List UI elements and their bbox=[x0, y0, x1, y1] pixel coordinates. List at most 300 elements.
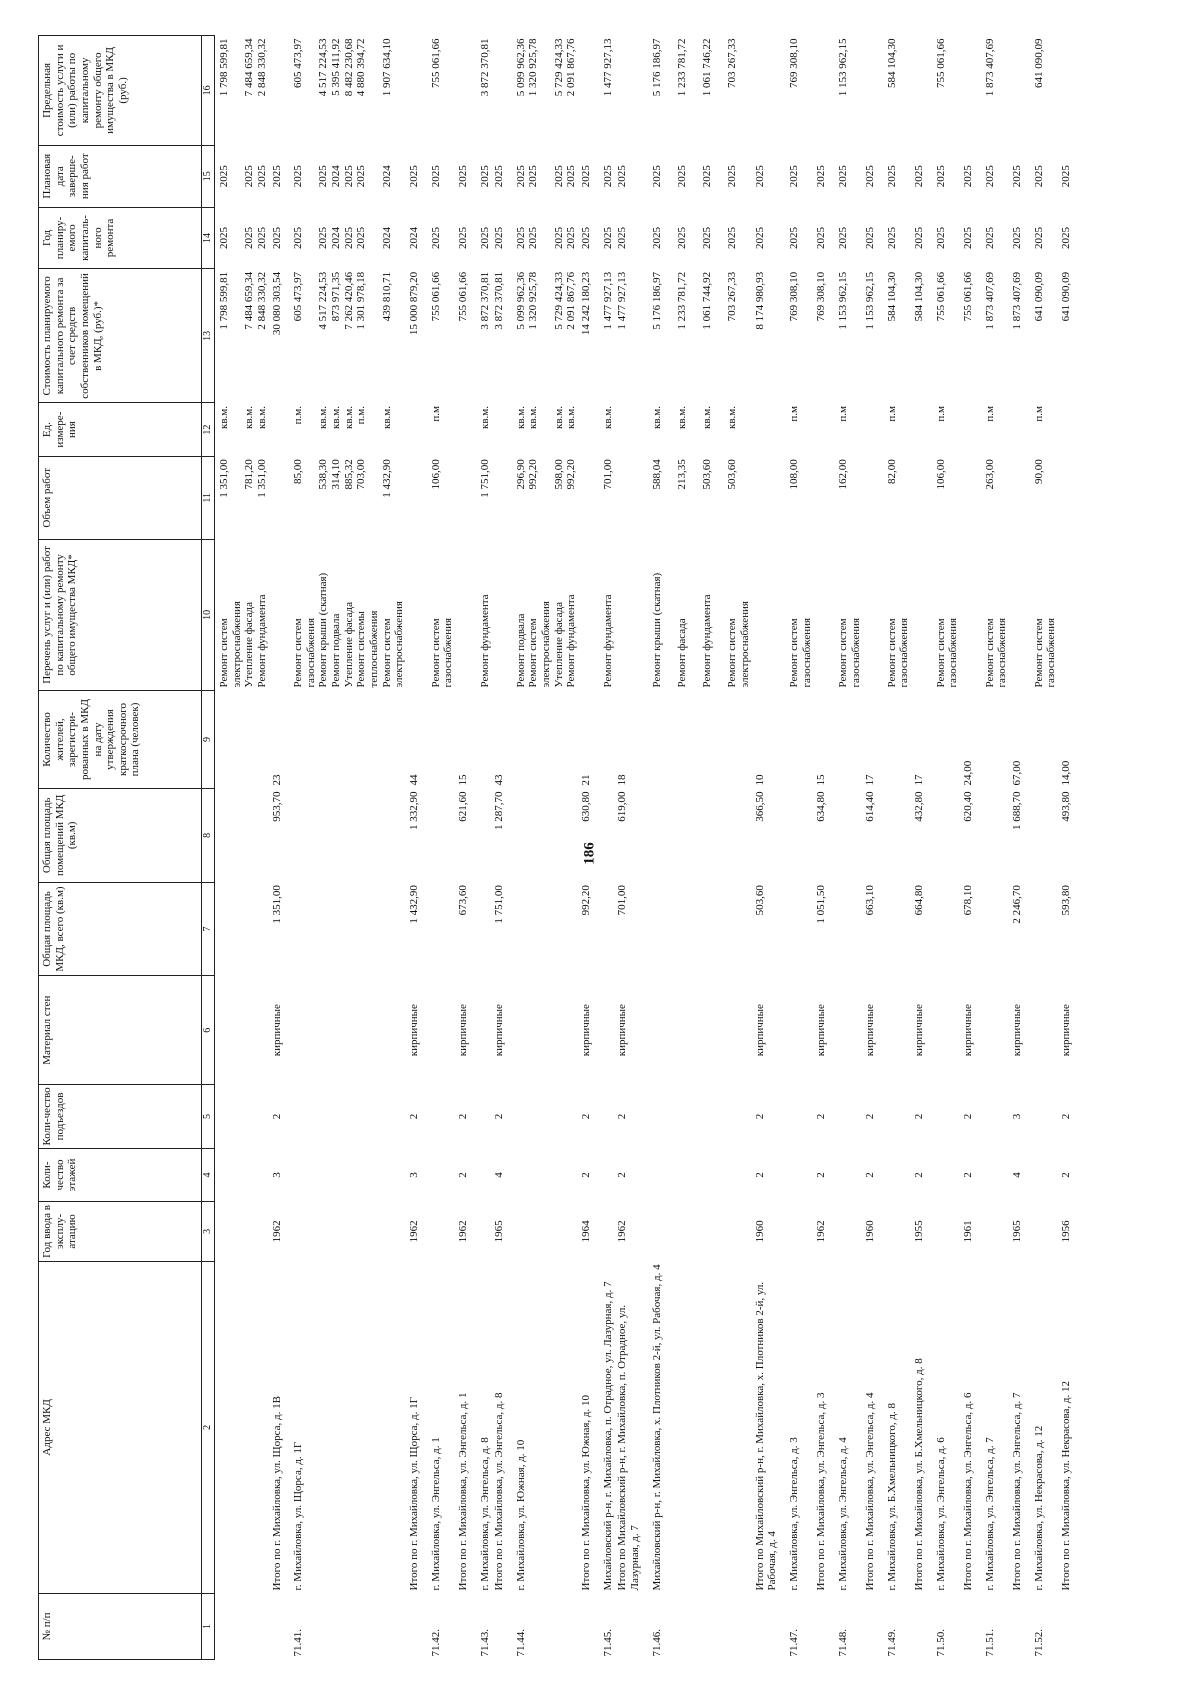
table-cell: 2025 bbox=[493, 226, 506, 249]
table-cell: 17 bbox=[913, 774, 926, 786]
table-cell: 2025 bbox=[787, 226, 800, 249]
table-cell bbox=[601, 1202, 616, 1262]
table-cell: 593,80 bbox=[1059, 885, 1072, 916]
table-cell bbox=[615, 403, 649, 456]
table-cell: 2025 bbox=[616, 226, 629, 249]
header-cell: Материал стен bbox=[39, 976, 202, 1085]
table-cell: 2025 bbox=[478, 165, 491, 188]
table-cell: Ремонт систем газоснабжения bbox=[1032, 617, 1058, 688]
table-cell bbox=[514, 882, 579, 976]
table-cell: 71.52. bbox=[1032, 1629, 1045, 1657]
table-cell bbox=[478, 788, 493, 882]
table-cell: Итого по Михайловский р-н, г. Михайловка, х. Плотников 2-й, ул. Рабочая, д. 4 bbox=[753, 1281, 779, 1591]
table-cell bbox=[1059, 36, 1081, 146]
table-cell: п.м bbox=[885, 406, 898, 422]
table-cell bbox=[961, 539, 983, 690]
table-cell bbox=[836, 1202, 863, 1262]
table-cell: 71.49. bbox=[885, 1629, 898, 1657]
table-cell: 2025 2025 2025 2025 bbox=[650, 226, 739, 249]
table-cell bbox=[270, 539, 292, 690]
table-cell: г. Михайловка, ул. Энгельса, д. 3 bbox=[787, 1437, 800, 1591]
table-cell: кв.м. кв.м. кв.м. кв.м. bbox=[514, 406, 578, 429]
table-cell bbox=[1059, 403, 1081, 456]
table-row bbox=[650, 36, 753, 1660]
table-cell bbox=[787, 1084, 814, 1148]
column-number: 16 bbox=[202, 36, 215, 146]
table-cell: кирпичные bbox=[1059, 1004, 1072, 1057]
table-cell: 1 873 407,69 bbox=[1010, 271, 1023, 330]
header-cell: Количество жителей, зарегистри-рованных в МКД на дату утверждения краткосрочного плана (человек) bbox=[39, 691, 202, 789]
table-cell: Ремонт систем газоснабжения bbox=[934, 617, 960, 688]
total-row bbox=[814, 36, 836, 1660]
table-cell bbox=[1032, 1084, 1059, 1148]
table-cell: 5 099 962,36 1 320 925,78 5 729 424,33 2 091 867,76 bbox=[514, 271, 578, 330]
header-cell: № п/п bbox=[39, 1593, 202, 1659]
rotated-page bbox=[38, 35, 1153, 1660]
table-cell: 2025 bbox=[836, 165, 849, 188]
table-cell bbox=[1010, 456, 1032, 539]
header-cell: Год ввода в эксплу-атацию bbox=[39, 1202, 202, 1262]
table-cell: 678,10 bbox=[962, 885, 975, 916]
table-cell bbox=[912, 539, 934, 690]
table-cell bbox=[579, 456, 601, 539]
table-cell bbox=[456, 539, 478, 690]
table-cell: Ремонт подвала Ремонт систем электроснабжения Утепление фасада Ремонт фундамента bbox=[514, 594, 578, 688]
table-cell bbox=[429, 1084, 456, 1148]
table-cell: 1964 bbox=[580, 1220, 593, 1243]
table-cell bbox=[407, 1593, 429, 1659]
table-cell: 641 090,09 bbox=[1032, 271, 1045, 322]
table-cell: 106,00 bbox=[934, 459, 947, 490]
table-cell: 755 061,66 bbox=[429, 271, 442, 322]
table-cell bbox=[1032, 1148, 1059, 1201]
table-cell bbox=[615, 36, 649, 146]
table-cell: кирпичные bbox=[407, 1004, 420, 1057]
table-cell: 2025 bbox=[864, 165, 877, 188]
table-cell bbox=[1032, 1202, 1059, 1262]
table-cell: 2025 bbox=[456, 226, 469, 249]
table-cell: 366,50 bbox=[753, 791, 766, 822]
table-cell: 24,00 bbox=[962, 760, 975, 786]
table-cell: кирпичные bbox=[456, 1004, 469, 1057]
table-cell: кв.м. bbox=[478, 406, 491, 429]
header-cell: Коли-чество этажей bbox=[39, 1148, 202, 1201]
table-cell: 2 bbox=[962, 1172, 975, 1178]
table-cell bbox=[836, 976, 863, 1085]
table-cell bbox=[983, 976, 1010, 1085]
total-row bbox=[456, 36, 478, 1660]
table-cell: 2025 bbox=[270, 165, 283, 188]
table-cell: 1962 bbox=[270, 1220, 283, 1243]
table-cell bbox=[934, 1084, 961, 1148]
table-cell bbox=[814, 456, 836, 539]
table-cell: 2 bbox=[1059, 1172, 1072, 1178]
table-cell: 503,60 bbox=[753, 885, 766, 916]
table-cell: 71.47. bbox=[787, 1629, 800, 1657]
table-cell: г. Михайловка, ул. Некрасова, д. 12 bbox=[1032, 1425, 1045, 1591]
table-cell: Итого по г. Михайловка, ул. Б.Хмельницкого, д. 8 bbox=[913, 1358, 926, 1591]
table-cell bbox=[492, 539, 514, 690]
table-cell: 1 051,50 bbox=[815, 885, 828, 924]
table-cell bbox=[1010, 403, 1032, 456]
table-cell bbox=[814, 539, 836, 690]
table-cell bbox=[650, 788, 753, 882]
table-cell: 2024 bbox=[407, 226, 420, 249]
table-cell bbox=[961, 456, 983, 539]
table-cell: 3 bbox=[1010, 1113, 1023, 1120]
table-cell bbox=[601, 882, 616, 976]
table-cell bbox=[753, 456, 787, 539]
header-cell: Адрес МКД bbox=[39, 1261, 202, 1593]
table-cell: 1 351,00 bbox=[270, 885, 283, 924]
table-cell: г. Михайловка, ул. Б.Хмельницкого, д. 8 bbox=[885, 1403, 898, 1591]
table-cell bbox=[650, 1202, 753, 1262]
table-cell: 5 099 962,36 1 320 925,78 5 729 424,33 2 091 867,76 bbox=[514, 38, 578, 97]
table-cell bbox=[1010, 1593, 1032, 1659]
table-cell: 2 bbox=[864, 1113, 877, 1120]
table-cell bbox=[863, 539, 885, 690]
table-cell: 2025 bbox=[601, 226, 614, 249]
table-cell: 2 bbox=[456, 1113, 469, 1120]
table-cell bbox=[961, 36, 983, 146]
table-cell: 3 872 370,81 bbox=[478, 271, 491, 330]
table-cell: 2025 bbox=[429, 226, 442, 249]
table-cell: 2025 bbox=[1059, 165, 1072, 188]
table-cell bbox=[579, 36, 601, 146]
table-cell: кирпичные bbox=[753, 1004, 766, 1057]
table-cell bbox=[514, 788, 579, 882]
table-cell: 1962 bbox=[456, 1220, 469, 1243]
table-cell bbox=[407, 539, 429, 690]
table-cell: 755 061,66 bbox=[456, 271, 469, 322]
table-row bbox=[291, 36, 407, 1660]
table-cell: 18 bbox=[616, 774, 629, 786]
table-cell: 1 798 599,81 7 484 659,34 2 848 330,32 bbox=[218, 271, 268, 330]
table-cell: кирпичные bbox=[864, 1004, 877, 1057]
header-cell: Коли-чество подъездов bbox=[39, 1084, 202, 1148]
table-cell: 2025 2025 2025 bbox=[218, 165, 268, 188]
table-cell: 2025 bbox=[815, 165, 828, 188]
table-cell bbox=[215, 976, 270, 1085]
table-cell: Михайловский р-н, г. Михайловка, х. Плотников 2-й, ул. Рабочая, д. 4 bbox=[650, 1264, 663, 1591]
table-cell: Ремонт систем газоснабжения Ремонт крыши (скатная) Ремонт подвала Утепление фасада Ремонт системы теплоснабжения Ремонт систем электроснабжения bbox=[292, 572, 406, 688]
table-cell: 2025 bbox=[1010, 226, 1023, 249]
table-cell bbox=[215, 1593, 270, 1659]
table-cell: 769 308,10 bbox=[815, 271, 828, 322]
table-cell bbox=[836, 1084, 863, 1148]
table-cell bbox=[1032, 691, 1059, 789]
table-cell bbox=[1059, 456, 1081, 539]
table-cell bbox=[456, 456, 478, 539]
table-cell: п.м bbox=[1032, 406, 1045, 422]
table-cell bbox=[912, 1593, 934, 1659]
table-cell: 1 477 927,13 bbox=[616, 271, 629, 330]
table-cell bbox=[983, 882, 1010, 976]
table-cell bbox=[291, 1202, 407, 1262]
total-row bbox=[270, 36, 292, 1660]
table-cell: 2025 bbox=[913, 165, 926, 188]
table-cell bbox=[885, 691, 912, 789]
table-cell bbox=[885, 882, 912, 976]
table-cell: 1 873 407,69 bbox=[983, 38, 996, 97]
table-cell bbox=[291, 1084, 407, 1148]
table-cell: 2025 bbox=[885, 226, 898, 249]
table-cell bbox=[863, 1593, 885, 1659]
header-cell: Ед. измере-ния bbox=[39, 403, 202, 456]
table-cell: 85,00 538,30 314,10 885,32 703,00 1 432,90 bbox=[292, 459, 393, 498]
table-cell bbox=[753, 36, 787, 146]
table-cell bbox=[650, 1084, 753, 1148]
total-row bbox=[407, 36, 429, 1660]
table-cell: 4 bbox=[493, 1172, 506, 1178]
table-cell bbox=[787, 788, 814, 882]
total-row bbox=[753, 36, 787, 1660]
table-cell bbox=[983, 691, 1010, 789]
table-cell bbox=[885, 788, 912, 882]
table-cell: 2025 bbox=[1032, 165, 1045, 188]
table-cell: 1960 bbox=[864, 1220, 877, 1243]
table-cell bbox=[215, 1261, 270, 1593]
table-cell: 44 bbox=[407, 774, 420, 786]
table-cell: Ремонт систем газоснабжения bbox=[429, 617, 455, 688]
table-cell bbox=[492, 403, 514, 456]
table-cell: кв.м. bbox=[601, 406, 614, 429]
column-number-row bbox=[202, 36, 215, 1660]
table-cell: 2025 bbox=[456, 165, 469, 188]
table-cell: 296,90 992,20 598,00 992,20 bbox=[514, 459, 578, 490]
table-cell: 2025 2025 2025 bbox=[218, 226, 268, 249]
table-cell bbox=[601, 1084, 616, 1148]
table-cell: 43 bbox=[493, 774, 506, 786]
table-cell: г. Михайловка, ул. Энгельса, д. 4 bbox=[836, 1437, 849, 1591]
table-cell bbox=[961, 403, 983, 456]
table-cell: 2 bbox=[456, 1172, 469, 1178]
table-cell: 2 bbox=[580, 1113, 593, 1120]
table-cell: 2025 bbox=[836, 226, 849, 249]
total-row bbox=[863, 36, 885, 1660]
table-cell: Итого по г. Михайловка, ул. Энгельса, д. 1 bbox=[456, 1392, 469, 1591]
table-cell: 2025 bbox=[753, 165, 766, 188]
table-cell: 2025 bbox=[934, 226, 947, 249]
table-cell: 493,80 bbox=[1059, 791, 1072, 822]
table-cell bbox=[270, 1593, 292, 1659]
table-cell bbox=[429, 882, 456, 976]
table-cell bbox=[456, 403, 478, 456]
table-cell: 2 bbox=[753, 1172, 766, 1178]
table-cell bbox=[885, 1202, 912, 1262]
table-row bbox=[429, 36, 456, 1660]
table-cell bbox=[514, 976, 579, 1085]
table-cell bbox=[270, 36, 292, 146]
table-cell bbox=[478, 1148, 493, 1201]
table-cell bbox=[429, 1148, 456, 1201]
table-cell: Ремонт систем электроснабжения Утепление фасада Ремонт фундамента bbox=[218, 594, 268, 688]
table-cell: 2025 bbox=[1059, 226, 1072, 249]
table-cell bbox=[836, 882, 863, 976]
table-cell: 15 bbox=[815, 774, 828, 786]
table-cell bbox=[934, 1148, 961, 1201]
table-cell: 106,00 bbox=[429, 459, 442, 490]
table-row bbox=[983, 36, 1010, 1660]
table-cell bbox=[863, 456, 885, 539]
table-cell: 1961 bbox=[962, 1220, 975, 1243]
table-cell: Итого по г. Михайловка, ул. Энгельса, д. 3 bbox=[815, 1392, 828, 1591]
table-cell: 71.51. bbox=[983, 1629, 996, 1657]
table-cell: Итого по Михайловский р-н, г. Михайловка, п. Отрадное, ул. Лазурная, д. 7 bbox=[616, 1304, 641, 1591]
total-row bbox=[615, 36, 649, 1660]
table-row bbox=[1032, 36, 1059, 1660]
table-cell: 90,00 bbox=[1032, 459, 1045, 484]
table-cell bbox=[215, 1084, 270, 1148]
table-cell bbox=[1032, 882, 1059, 976]
table-cell: 71.42. bbox=[429, 1629, 442, 1657]
table-cell bbox=[753, 539, 787, 690]
table-cell: 2 bbox=[864, 1172, 877, 1178]
table-cell bbox=[787, 1202, 814, 1262]
table-cell: 71.41. bbox=[292, 1629, 305, 1657]
table-cell: 1 477 927,13 bbox=[601, 271, 614, 330]
table-cell bbox=[478, 882, 493, 976]
table-cell bbox=[215, 691, 270, 789]
table-cell: 663,10 bbox=[864, 885, 877, 916]
table-cell: г. Михайловка, ул. Энгельса, д. 8 bbox=[478, 1437, 491, 1591]
table-cell: Ремонт систем газоснабжения bbox=[836, 617, 862, 688]
table-cell bbox=[753, 403, 787, 456]
table-cell: кирпичные bbox=[815, 1004, 828, 1057]
table-cell: Итого по г. Михайловка, ул. Энгельса, д. 4 bbox=[864, 1392, 877, 1591]
table-cell bbox=[514, 1084, 579, 1148]
table-cell: 2025 2025 2025 2025 bbox=[514, 165, 578, 188]
table-cell: 1965 bbox=[493, 1220, 506, 1243]
table-cell: 162,00 bbox=[836, 459, 849, 490]
column-number: 10 bbox=[202, 539, 215, 690]
table-cell: 71.46. bbox=[650, 1629, 663, 1657]
table-cell: п.м bbox=[836, 406, 849, 422]
table-cell: 15 000 879,20 bbox=[407, 271, 420, 336]
table-cell bbox=[429, 976, 456, 1085]
table-cell bbox=[615, 539, 649, 690]
table-cell bbox=[456, 36, 478, 146]
table-cell bbox=[478, 691, 493, 789]
table-cell bbox=[514, 1148, 579, 1201]
table-cell: п.м bbox=[429, 406, 442, 422]
table-cell bbox=[579, 539, 601, 690]
table-cell: Итого по г. Михайловка, ул. Энгельса, д. 8 bbox=[493, 1392, 506, 1591]
table-cell: кирпичные bbox=[1010, 1004, 1023, 1057]
capital-repair-table bbox=[38, 35, 1081, 1660]
table-cell bbox=[601, 1148, 616, 1201]
table-cell: 21 bbox=[580, 774, 593, 786]
table-cell: 2 bbox=[493, 1113, 506, 1120]
table-cell: 17 bbox=[864, 774, 877, 786]
table-cell: 1 751,00 bbox=[478, 459, 491, 498]
table-cell bbox=[787, 1148, 814, 1201]
table-cell: 1955 bbox=[913, 1220, 926, 1243]
table-row bbox=[215, 36, 270, 1660]
table-cell bbox=[885, 1084, 912, 1148]
table-cell: п.м bbox=[787, 406, 800, 422]
table-cell: 263,00 bbox=[983, 459, 996, 490]
table-cell: 2025 bbox=[983, 165, 996, 188]
table-cell bbox=[215, 882, 270, 976]
table-cell: 2 bbox=[962, 1113, 975, 1120]
table-cell: 2025 bbox=[407, 165, 420, 188]
table-cell bbox=[836, 1148, 863, 1201]
table-cell bbox=[912, 403, 934, 456]
table-cell bbox=[885, 1148, 912, 1201]
table-cell: 1 287,70 bbox=[493, 791, 506, 830]
table-cell: г. Михайловка, ул. Южная, д. 10 bbox=[514, 1439, 527, 1591]
table-cell: 641 090,09 bbox=[1059, 271, 1072, 322]
table-cell: 67,00 bbox=[1010, 760, 1023, 786]
column-number: 9 bbox=[202, 691, 215, 789]
table-cell: 701,00 bbox=[601, 459, 614, 490]
table-cell: 1960 bbox=[753, 1220, 766, 1243]
column-number: 12 bbox=[202, 403, 215, 456]
table-cell bbox=[291, 1148, 407, 1201]
table-cell: 1962 bbox=[616, 1220, 629, 1243]
table-cell: Михайловский р-н, г. Михайловка, п. Отрадное, ул. Лазурная, д. 7 bbox=[601, 1281, 614, 1591]
table-cell: 1 432,90 bbox=[407, 885, 420, 924]
table-cell: 2 bbox=[815, 1113, 828, 1120]
table-cell: кирпичные bbox=[270, 1004, 283, 1057]
table-cell bbox=[478, 1084, 493, 1148]
table-cell: 2025 bbox=[616, 165, 629, 188]
table-cell: 673,60 bbox=[456, 885, 469, 916]
table-cell: 2025 bbox=[580, 165, 593, 188]
header-cell: Плановая дата заверше-ния работ bbox=[39, 145, 202, 207]
table-cell bbox=[1059, 539, 1081, 690]
table-cell: 701,00 bbox=[616, 885, 629, 916]
table-cell: 1 153 962,15 bbox=[836, 38, 849, 97]
table-row bbox=[601, 36, 616, 1660]
column-number: 11 bbox=[202, 456, 215, 539]
table-cell: 992,20 bbox=[580, 885, 593, 916]
table-cell: п.м bbox=[934, 406, 947, 422]
table-row bbox=[934, 36, 961, 1660]
table-cell: 2025 bbox=[601, 165, 614, 188]
table-cell: 2025 2025 2024 2025 2025 2024 bbox=[292, 165, 393, 188]
table-cell: 71.48. bbox=[836, 1629, 849, 1657]
table-cell: 2025 bbox=[815, 226, 828, 249]
table-cell: 2 bbox=[913, 1172, 926, 1178]
column-number: 3 bbox=[202, 1202, 215, 1262]
table-cell: 2025 bbox=[1032, 226, 1045, 249]
table-cell bbox=[514, 691, 579, 789]
table-cell: 769 308,10 bbox=[787, 38, 800, 88]
table-cell: 5 176 186,97 1 233 781,72 1 061 744,92 703 267,33 bbox=[650, 271, 739, 330]
table-cell bbox=[492, 1593, 514, 1659]
total-row bbox=[579, 36, 601, 1660]
table-cell: кв.м. кв.м. кв.м. bbox=[218, 406, 268, 429]
table-cell: Ремонт систем газоснабжения bbox=[885, 617, 911, 688]
table-cell: 2025 bbox=[913, 226, 926, 249]
table-cell: 4 bbox=[1010, 1172, 1023, 1178]
table-cell: 2025 bbox=[429, 165, 442, 188]
table-cell: 1956 bbox=[1059, 1220, 1072, 1243]
table-cell bbox=[650, 976, 753, 1085]
table-cell: 1 332,90 bbox=[407, 791, 420, 830]
table-cell: 630,80 bbox=[580, 791, 593, 822]
column-number: 2 bbox=[202, 1261, 215, 1593]
table-cell: 1 688,70 bbox=[1010, 791, 1023, 830]
table-cell bbox=[753, 1593, 787, 1659]
table-row bbox=[836, 36, 863, 1660]
header-cell: Год планиру-емого капиталь-ного ремонта bbox=[39, 207, 202, 269]
table-cell: 5 176 186,97 1 233 781,72 1 061 746,22 703 267,33 bbox=[650, 38, 739, 97]
table-cell bbox=[814, 403, 836, 456]
table-row bbox=[787, 36, 814, 1660]
